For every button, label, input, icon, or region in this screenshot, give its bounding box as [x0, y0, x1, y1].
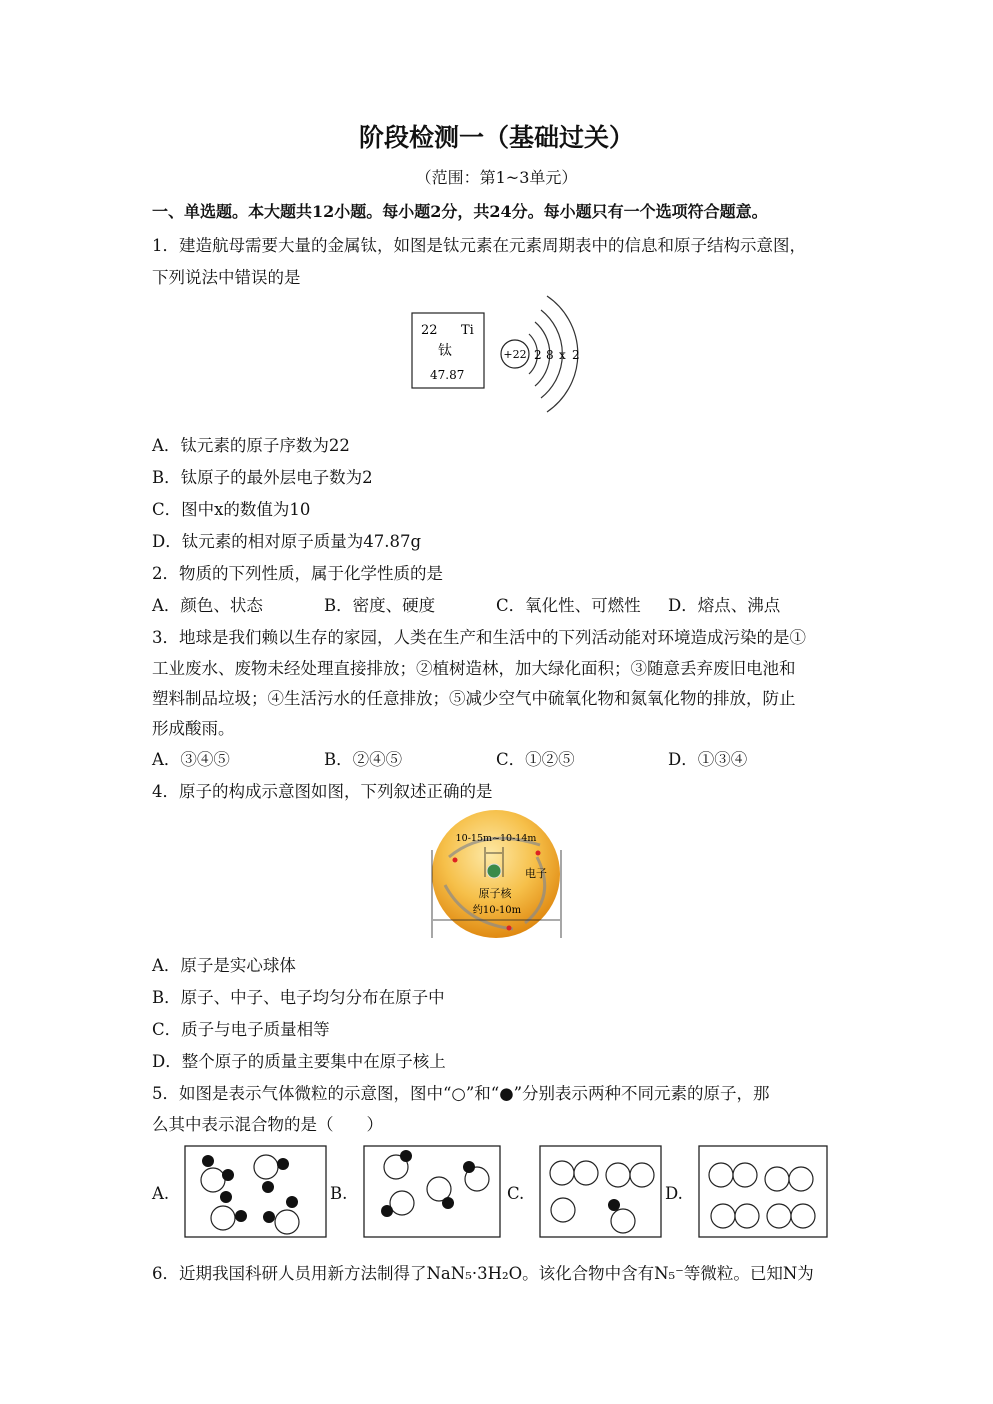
- q4-option-d: D．整个原子的质量主要集中在原子核上: [152, 1052, 446, 1071]
- q2-option-a: A．颜色、状态: [152, 596, 263, 615]
- q4-option-a: A．原子是实心球体: [152, 956, 296, 975]
- atom-size-label: 约10-10m: [472, 905, 522, 916]
- electron-dot-2: [536, 851, 541, 856]
- q1-option-d: D．钛元素的相对原子质量为47.87g: [152, 532, 422, 551]
- q1-option-c: C．图中x的数值为10: [152, 500, 311, 519]
- q3-option-c: C．①②⑤: [496, 750, 575, 769]
- electron-label: 电子: [525, 867, 547, 880]
- q1-stem-line2: 下列说法中错误的是: [152, 268, 301, 287]
- shell-count-3: x: [559, 348, 566, 362]
- element-number: 22: [421, 323, 438, 338]
- page-title: 阶段检测一（基础过关）: [358, 123, 634, 152]
- page-subtitle: （范围：第1~3单元）: [415, 168, 578, 187]
- q3-option-d: D．①③④: [668, 750, 748, 769]
- q4-option-c: C．质子与电子质量相等: [152, 1020, 330, 1039]
- q3-stem-line3: 塑料制品垃圾；④生活污水的任意排放；⑤减少空气中硫氧化物和氮氧化物的排放，防止: [152, 689, 796, 708]
- section-heading: 一、单选题。本大题共12小题。每小题2分，共24分。每小题只有一个选项符合题意。: [152, 202, 768, 221]
- q3-option-a: A．③④⑤: [152, 750, 230, 769]
- q5-stem-line1: 5．如图是表示气体微粒的示意图，图中“○”和“●”分别表示两种不同元素的原子，那: [152, 1084, 770, 1103]
- q5-label-d: D.: [665, 1184, 683, 1203]
- q3-stem-line2: 工业废水、废物未经处理直接排放；②植树造林，加大绿化面积；③随意丢弃废旧电池和: [152, 659, 796, 678]
- nucleus-size-label: 10-15m~10-14m: [455, 833, 537, 844]
- q1-option-a: A．钛元素的原子序数为22: [152, 436, 350, 455]
- nucleus-label: 原子核: [478, 887, 512, 900]
- shell-count-2: 8: [546, 348, 554, 362]
- q5-stem-line2: 么其中表示混合物的是（ ）: [152, 1115, 383, 1134]
- q4-stem: 4．原子的构成示意图如图，下列叙述正确的是: [152, 782, 493, 801]
- shell-count-4: 2: [572, 348, 580, 362]
- q5-box-a: [184, 1145, 327, 1238]
- q5-box-c: [539, 1145, 662, 1238]
- q2-option-c: C．氧化性、可燃性: [496, 596, 641, 615]
- q1-figure: [405, 288, 595, 423]
- q4-atom-figure: [425, 805, 570, 943]
- q2-option-d: D．熔点、沸点: [668, 596, 781, 615]
- q3-stem-line4: 形成酸雨。: [152, 719, 235, 738]
- element-symbol: Ti: [461, 323, 474, 338]
- q1-stem-line1: 1．建造航母需要大量的金属钛，如图是钛元素在元素周期表中的信息和原子结构示意图，: [152, 236, 806, 255]
- q5-label-a: A.: [152, 1184, 170, 1203]
- q5-label-b: B.: [330, 1184, 348, 1203]
- q5-box-b: [363, 1145, 501, 1238]
- q5-box-d: [698, 1145, 828, 1238]
- element-name: 钛: [438, 343, 452, 359]
- nucleus-icon: [487, 864, 501, 878]
- q2-stem: 2．物质的下列性质，属于化学性质的是: [152, 564, 443, 583]
- q3-stem-line1: 3．地球是我们赖以生存的家园，人类在生产和生活中的下列活动能对环境造成污染的是①: [152, 628, 806, 647]
- shell-count-1: 2: [534, 348, 542, 362]
- element-mass: 47.87: [430, 368, 465, 382]
- q1-option-b: B．钛原子的最外层电子数为2: [152, 468, 373, 487]
- q3-option-b: B．②④⑤: [324, 750, 403, 769]
- q2-option-b: B．密度、硬度: [324, 596, 436, 615]
- q5-label-c: C.: [507, 1184, 525, 1203]
- electron-dot-1: [453, 858, 458, 863]
- q4-option-b: B．原子、中子、电子均匀分布在原子中: [152, 988, 445, 1007]
- electron-dot-3: [507, 926, 512, 931]
- q6-stem-line1: 6．近期我国科研人员用新方法制得了NaN₅·3H₂O。该化合物中含有N₅⁻等微粒。已知N为: [152, 1264, 814, 1283]
- nucleus-charge: +22: [503, 348, 527, 361]
